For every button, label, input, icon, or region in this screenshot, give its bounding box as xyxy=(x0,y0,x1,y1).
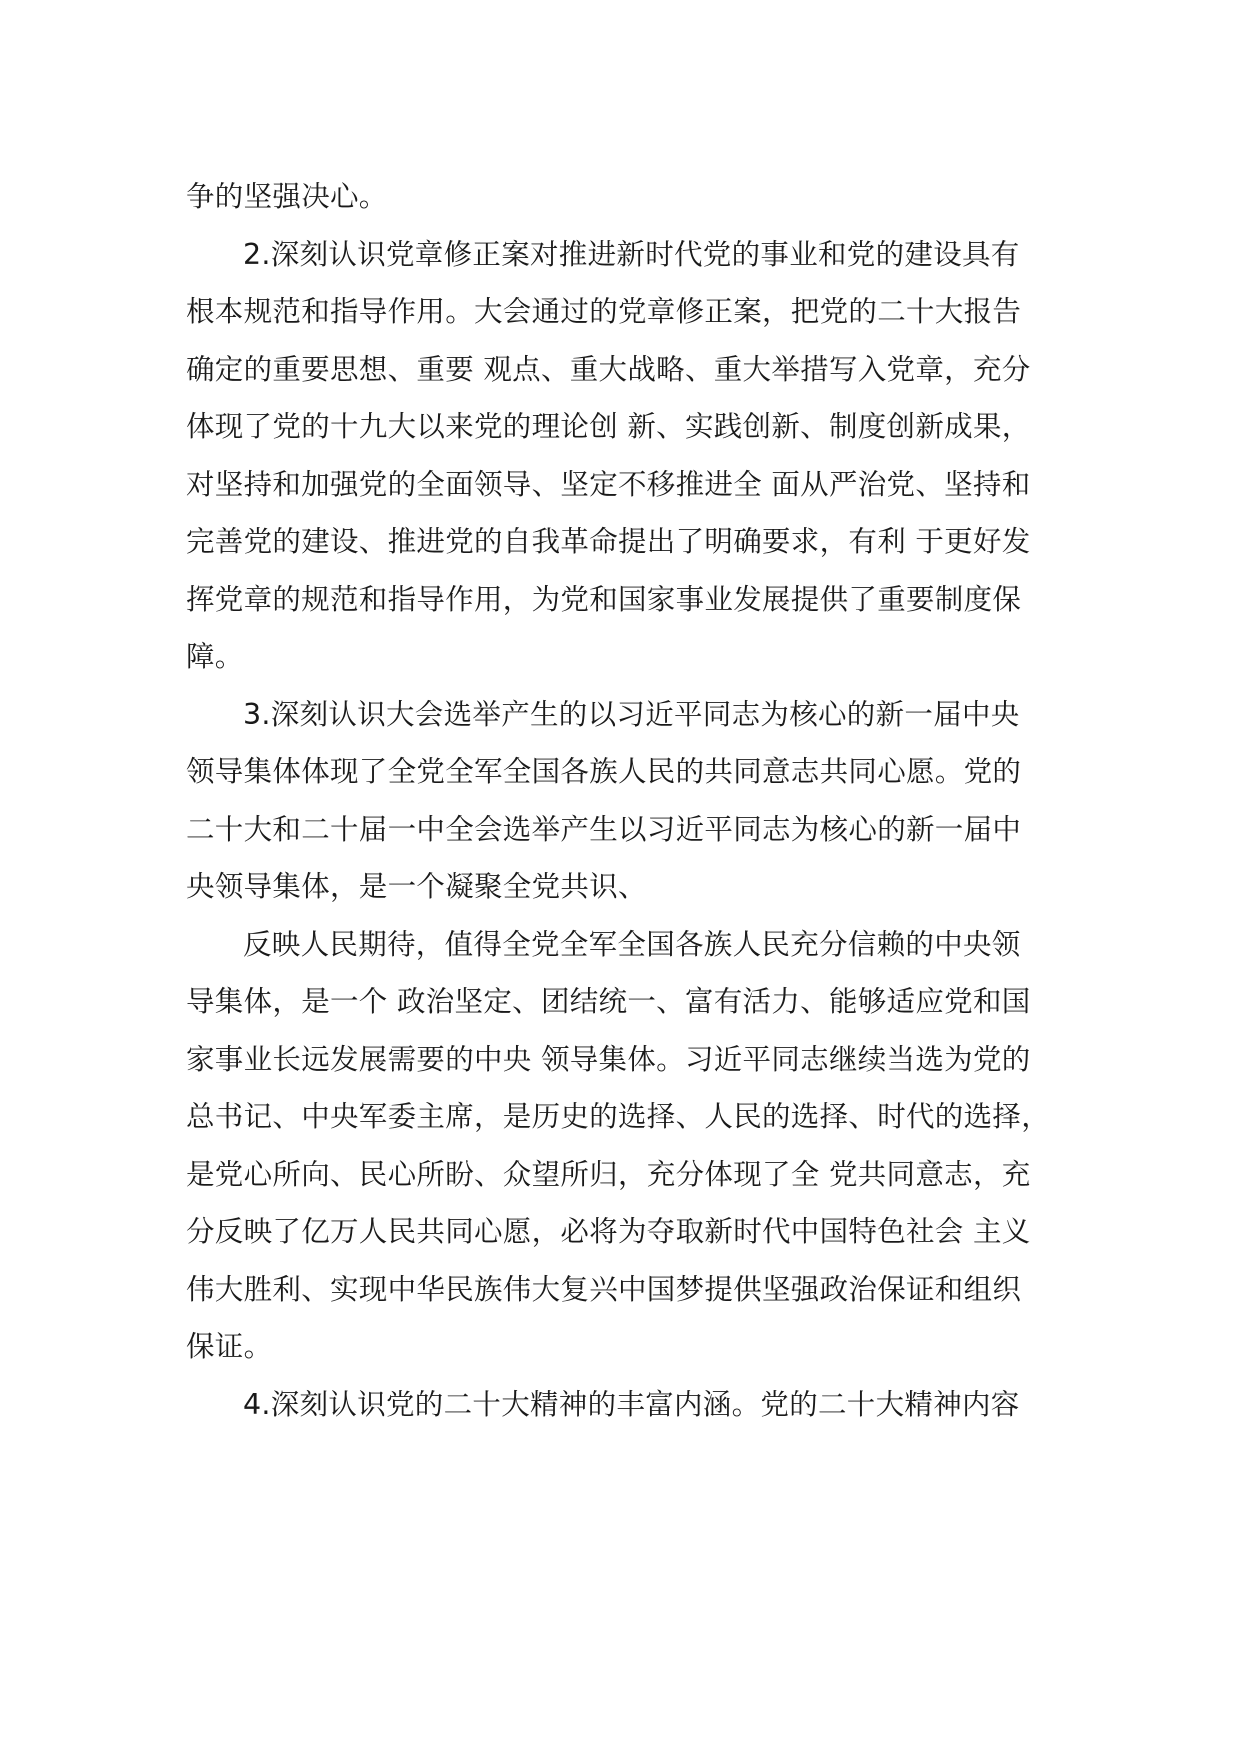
text-line: 家事业长远发展需要的中央 领导集体。习近平同志继续当选为党的 xyxy=(186,1042,1031,1076)
text-line: 争的坚强决心。 xyxy=(186,180,388,213)
text-line: 确定的重要思想、重要 观点、重大战略、重大举措写入党章，充分 xyxy=(186,352,1031,386)
body-text xyxy=(186,168,1086,1433)
text-line: 障。 xyxy=(186,640,244,673)
text-line: 对坚持和加强党的全面领导、坚定不移推进全 面从严治党、坚持和 xyxy=(186,467,1031,501)
text-line: 保证。 xyxy=(186,1330,273,1363)
text-line: 是党心所向、民心所盼、众望所归，充分体现了全 党共同意志，充 xyxy=(186,1157,1031,1191)
text-line: 央领导集体，是一个凝聚全党共识、 xyxy=(186,870,647,903)
text-line: 伟大胜利、实现中华民族伟大复兴中国梦提供坚强政治保证和组织 xyxy=(186,1272,1022,1306)
text-line: 领导集体体现了全党全军全国各族人民的共同意志共同心愿。党的 xyxy=(186,755,1022,788)
text-line: 导集体，是一个 政治坚定、团结统一、富有活力、能够适应党和国 xyxy=(186,985,1031,1018)
text-line: 分反映了亿万人民共同心愿，必将为夺取新时代中国特色社会 主义 xyxy=(186,1215,1031,1248)
text-line: 二十大和二十届一中全会选举产生以习近平同志为核心的新一届中 xyxy=(186,812,1022,846)
paragraph-3-heading-line: 3.深刻认识大会选举产生的以习近平同志为核心的新一届中央 xyxy=(243,697,1020,731)
text-line: 完善党的建设、推进党的自我革命提出了明确要求，有利 于更好发 xyxy=(186,525,1031,558)
text-line: 挥党章的规范和指导作用，为党和国家事业发展提供了重要制度保 xyxy=(186,582,1022,616)
text-line: 根本规范和指导作用。大会通过的党章修正案，把党的二十大报告 xyxy=(186,295,1022,328)
text-line: 体现了党的十九大以来党的理论创 新、实践创新、制度创新成果， xyxy=(186,410,1031,443)
paragraph-2-heading-line: 2.深刻认识党章修正案对推进新时代党的事业和党的建设具有 xyxy=(243,237,1020,271)
paragraph-4-heading-line: 4.深刻认识党的二十大精神的丰富内涵。党的二十大精神内容 xyxy=(243,1387,1020,1421)
text-line: 总书记、中央军委主席，是历史的选择、人民的选择、时代的选择， xyxy=(186,1100,1051,1133)
paragraph-continuation-line: 反映人民期待，值得全党全军全国各族人民充分信赖的中央领 xyxy=(243,927,1021,961)
